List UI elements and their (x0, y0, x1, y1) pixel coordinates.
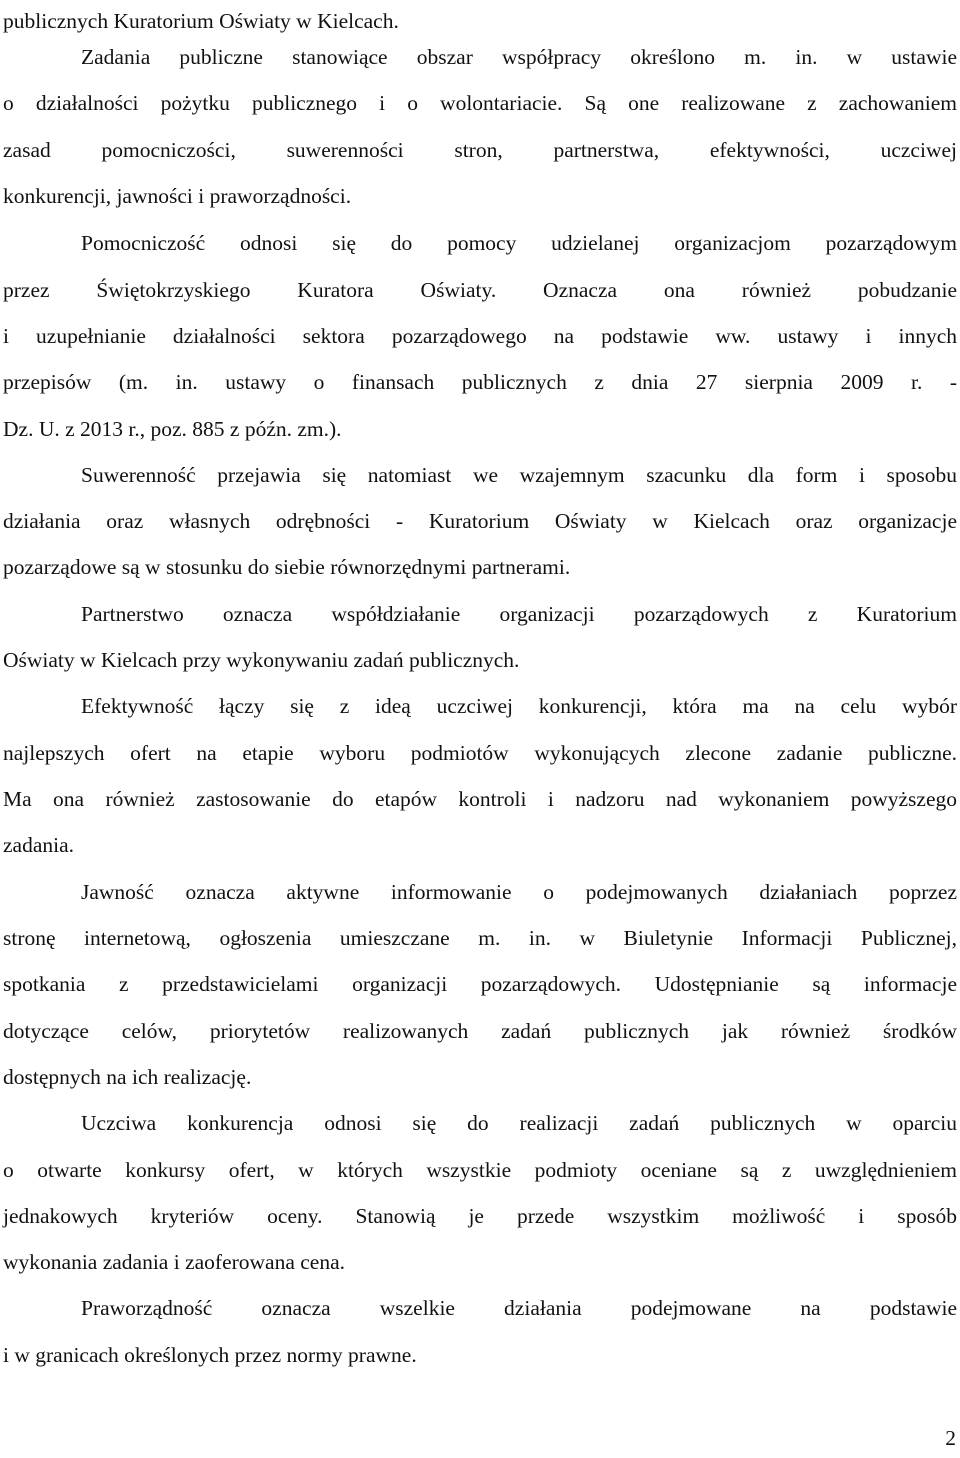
text-line: dostępnych na ich realizację. (3, 1065, 252, 1089)
text-line: przez Świętokrzyskiego Kuratora Oświaty. Oznacza ona również pobudzanie (3, 278, 957, 302)
text-line: konkurencji, jawności i praworządności. (3, 184, 352, 208)
text-line: najlepszych ofert na etapie wyboru podmiotów wykonujących zlecone zadanie publiczne. (3, 741, 957, 765)
text-line: Efektywność łączy się z ideą uczciwej konkurencji, która ma na celu wybór (81, 694, 957, 718)
text-line: Jawność oznacza aktywne informowanie o podejmowanych działaniach poprzez (81, 880, 957, 904)
text-line: i uzupełnianie działalności sektora pozarządowego na podstawie ww. ustawy i innych (3, 324, 957, 348)
text-line: działania oraz własnych odrębności - Kuratorium Oświaty w Kielcach oraz organizacje (3, 509, 957, 533)
text-line: Partnerstwo oznacza współdziałanie organizacji pozarządowych z Kuratorium (81, 602, 957, 626)
text-line: Oświaty w Kielcach przy wykonywaniu zadań publicznych. (3, 648, 520, 672)
text-line: Ma ona również zastosowanie do etapów kontroli i nadzoru nad wykonaniem powyższego (3, 787, 957, 811)
text-line: jednakowych kryteriów oceny. Stanowią je przede wszystkim możliwość i sposób (3, 1204, 957, 1228)
text-line: pozarządowe są w stosunku do siebie równorzędnymi partnerami. (3, 555, 571, 579)
text-line: o działalności pożytku publicznego i o wolontariacie. Są one realizowane z zachowaniem (3, 91, 957, 115)
text-line: dotyczące celów, priorytetów realizowanych zadań publicznych jak również środków (3, 1019, 957, 1043)
text-line: spotkania z przedstawicielami organizacji pozarządowych. Udostępnianie są informacje (3, 972, 957, 996)
text-line: Zadania publiczne stanowiące obszar współpracy określono m. in. w ustawie (81, 45, 957, 69)
text-line: Suwerenność przejawia się natomiast we wzajemnym szacunku dla form i sposobu (81, 463, 957, 487)
text-line: Uczciwa konkurencja odnosi się do realizacji zadań publicznych w oparciu (81, 1111, 957, 1135)
text-line: i w granicach określonych przez normy prawne. (3, 1343, 417, 1367)
text-line: Praworządność oznacza wszelkie działania podejmowane na podstawie (81, 1296, 957, 1320)
text-line: publicznych Kuratorium Oświaty w Kielcach. (3, 9, 399, 33)
text-line: przepisów (m. in. ustawy o finansach publicznych z dnia 27 sierpnia 2009 r. - (3, 370, 957, 394)
text-line: zasad pomocniczości, suwerenności stron, partnerstwa, efektywności, uczciwej (3, 138, 957, 162)
text-line: stronę internetową, ogłoszenia umieszczane m. in. w Biuletynie Informacji Publicznej, (3, 926, 957, 950)
text-line: Dz. U. z 2013 r., poz. 885 z późn. zm.). (3, 417, 342, 441)
text-line: zadania. (3, 833, 75, 857)
text-line: wykonania zadania i zaoferowana cena. (3, 1250, 346, 1274)
text-line: Pomocniczość odnosi się do pomocy udzielanej organizacjom pozarządowym (81, 231, 957, 255)
text-line: o otwarte konkursy ofert, w których wszystkie podmioty oceniane są z uwzględnieniem (3, 1158, 957, 1182)
page-number: 2 (945, 1426, 956, 1450)
